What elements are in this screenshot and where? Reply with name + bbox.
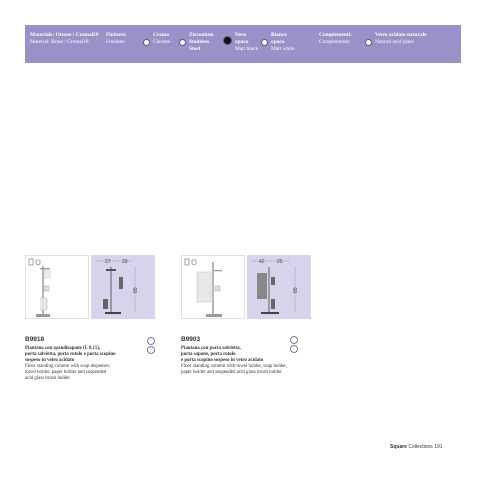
product-photo-b9903 (181, 255, 245, 319)
complements-block (319, 32, 352, 46)
materials-label-it: Materiale: Ottone / Cromall® (30, 32, 99, 38)
finish-swatch-chrome[interactable] (143, 39, 150, 46)
finish-header-bar (25, 25, 461, 63)
product-card-b9918 (25, 255, 155, 319)
finishes-block (106, 32, 127, 46)
finishes-label-en: Finishes: (106, 39, 126, 45)
complements-label-it: Complementi: (319, 32, 352, 38)
product-description-b9903: Piantana con porta salvietta, porta sapone, porta rotolo e porta scopino sospeso in vetro acidato Floor standing column with towel holder, soap holder, paper holder and suspended acid glass brush holder (181, 346, 287, 375)
complement-acid-glass: Vetro acidato naturale Natural acid glass (375, 32, 427, 45)
dim-b-label: 20 (122, 259, 128, 265)
product-drawing-b9918 (91, 255, 155, 319)
product-code: B9903 (181, 336, 201, 343)
product-photo-b9918 (25, 255, 89, 319)
page-footer (390, 444, 443, 450)
dim-b-label: 25 (277, 259, 283, 265)
finish-matt-black: Nero opaco Matt black (235, 32, 259, 52)
product-finish-dot (147, 337, 155, 345)
footer-brand: Square (390, 444, 407, 450)
finish-swatch-matt-white[interactable] (261, 39, 268, 46)
complements-label-en: Complements: (319, 39, 351, 45)
product-finish-dot (290, 336, 298, 344)
materials-label-en: Material: Brass / Cromall® (30, 39, 90, 45)
complement-swatch-acid-glass[interactable] (365, 39, 372, 46)
product-description-b9918: Piantana con spandisapone (L 0,15), porta salvietta, porta rotolo e porta scopino sospeso in vetro acidato Floor standing column with soap dispenser, towel holder, paper holder and suspended acid glass brush holder (25, 346, 116, 381)
finish-matt-white: Bianco opaco Matt white (271, 32, 295, 52)
dim-h-label: 85 (133, 287, 139, 293)
finishes-label-it: Finiture: (106, 32, 127, 38)
product-finish-dot (147, 346, 155, 354)
product-drawing-b9903 (247, 255, 311, 319)
icon-soap (185, 259, 196, 265)
finish-swatch-zirconium[interactable] (179, 39, 186, 46)
finish-chrome: Cromo Chrome (153, 32, 171, 45)
page-number: 191 (434, 444, 443, 450)
footer-section: Collections (408, 444, 433, 450)
finish-swatch-matt-black[interactable] (223, 36, 232, 45)
icon-soap (29, 259, 40, 265)
dim-h-label: 85 (293, 287, 299, 293)
finish-zirconium: Zirconium Stainless Steel (189, 32, 214, 52)
dim-a-label: 42 (259, 259, 265, 265)
dim-a-label: 27 (105, 259, 111, 265)
product-card-b9903 (181, 255, 311, 319)
materials-block (30, 32, 99, 46)
product-code: B9918 (25, 336, 45, 343)
